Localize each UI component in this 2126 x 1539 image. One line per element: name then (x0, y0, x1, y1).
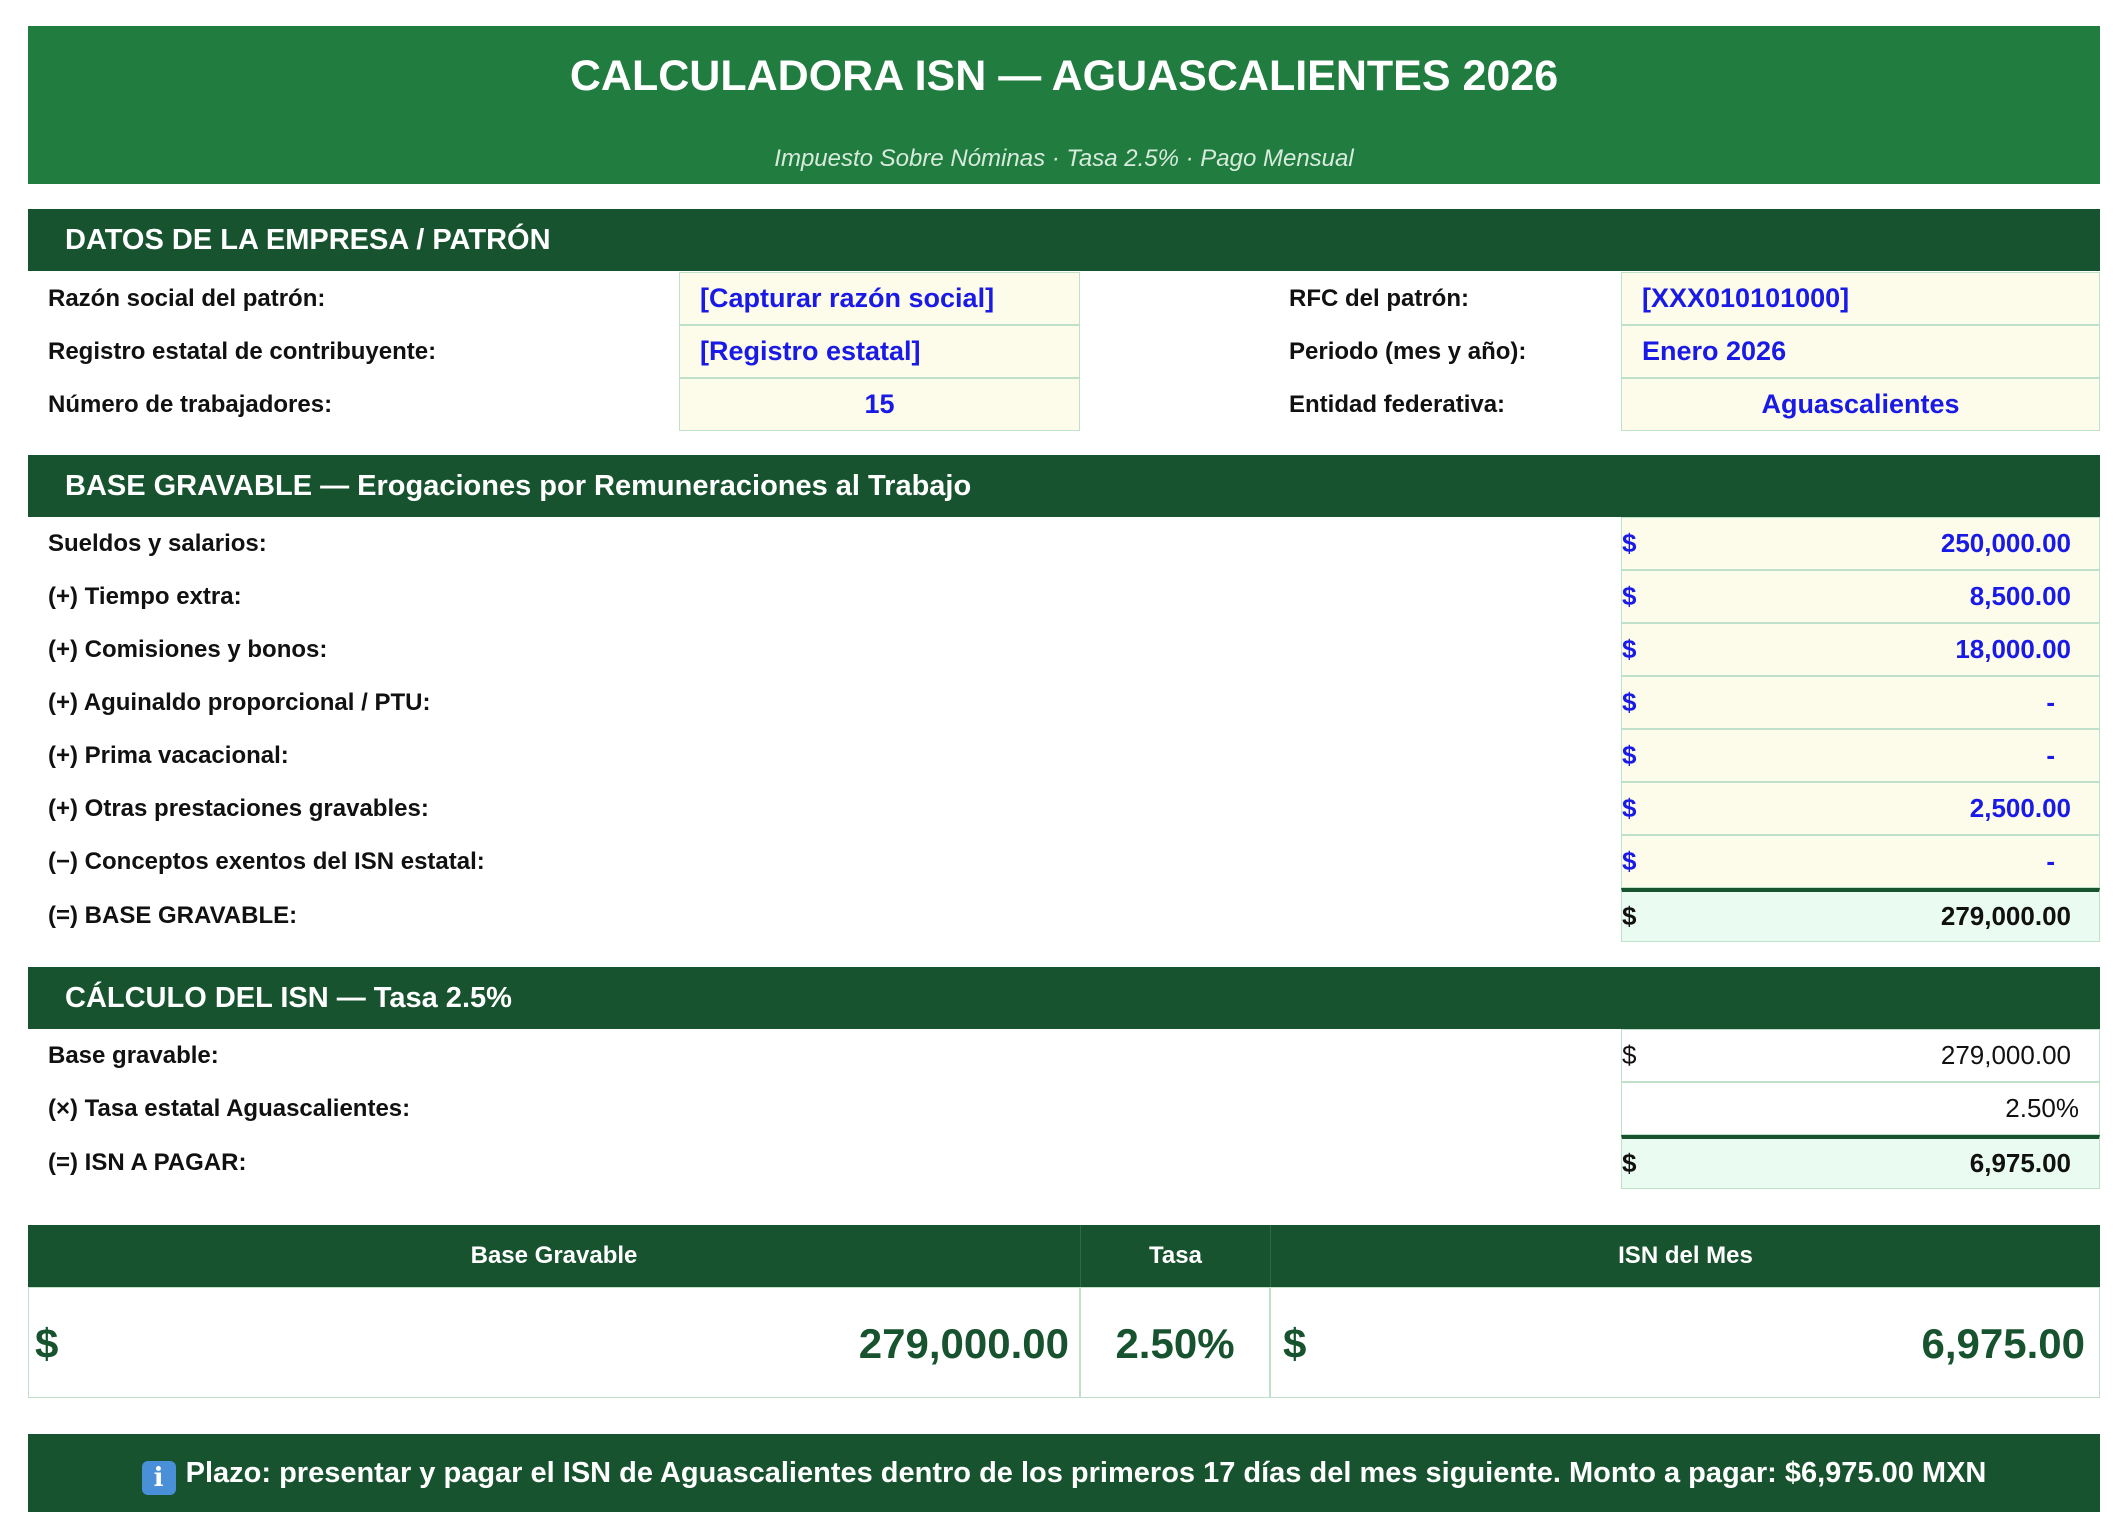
base-row-label: (+) Comisiones y bonos: (48, 636, 328, 663)
razon-social-label: Razón social del patrón: (48, 285, 326, 312)
currency-symbol: $ (1283, 1320, 1307, 1367)
currency-symbol: $ (1622, 528, 1637, 558)
currency-symbol: $ (1622, 581, 1637, 611)
currency-symbol: $ (1622, 846, 1637, 876)
entidad-label: Entidad federativa: (1289, 391, 1506, 418)
sueldos-field[interactable] (1621, 517, 2100, 570)
deadline-note (28, 1434, 2100, 1512)
periodo-field[interactable]: Enero 2026 (1621, 325, 2100, 378)
section-header-calculo: CÁLCULO DEL ISN — Tasa 2.5% (28, 967, 2100, 1029)
summary-base-value: 279,000.00 (858, 1320, 1069, 1367)
calculo-tasa-cell (1621, 1082, 2100, 1135)
isn-total-value: 6,975.00 (1969, 1148, 2071, 1178)
isn-total-cell (1621, 1135, 2100, 1189)
periodo-label: Periodo (mes y año): (1289, 338, 1527, 365)
base-row-value: - (2046, 846, 2055, 876)
isn-total-label: (=) ISN A PAGAR: (48, 1149, 247, 1176)
exentos-field[interactable] (1621, 835, 2100, 888)
info-icon: i (142, 1461, 176, 1495)
tiempo-extra-field[interactable] (1621, 570, 2100, 623)
currency-symbol: $ (1622, 793, 1637, 823)
currency-symbol: $ (1622, 740, 1637, 770)
base-row-label: Sueldos y salarios: (48, 530, 267, 557)
summary-isn-cell (1270, 1287, 2100, 1398)
section-header-empresa: DATOS DE LA EMPRESA / PATRÓN (28, 209, 2100, 271)
base-row-label: (+) Prima vacacional: (48, 742, 289, 769)
base-row-value: - (2046, 687, 2055, 717)
summary-base-cell (28, 1287, 1080, 1398)
razon-social-field[interactable]: [Capturar razón social] (679, 272, 1080, 325)
summary-header-base: Base Gravable (28, 1225, 1080, 1287)
currency-symbol: $ (1622, 634, 1637, 664)
calculo-base-cell (1621, 1029, 2100, 1082)
page-subtitle: Impuesto Sobre Nóminas · Tasa 2.5% · Pago Mensual (774, 145, 1354, 172)
trabajadores-label: Número de trabajadores: (48, 391, 333, 418)
base-total-label: (=) BASE GRAVABLE: (48, 902, 298, 929)
summary-tasa-value: 2.50% (1080, 1287, 1270, 1398)
base-row-value: 8,500.00 (1969, 581, 2071, 611)
summary-header-tasa: Tasa (1080, 1225, 1270, 1287)
registro-estatal-field[interactable]: [Registro estatal] (679, 325, 1080, 378)
base-row-value: 250,000.00 (1940, 528, 2071, 558)
deadline-note-text: Plazo: presentar y pagar el ISN de Aguascalientes dentro de los primeros 17 días del mes siguiente. Monto a pagar: $6,975.00 MXN (185, 1457, 1987, 1489)
comisiones-field[interactable] (1621, 623, 2100, 676)
section-header-base: BASE GRAVABLE — Erogaciones por Remuneraciones al Trabajo (28, 455, 2100, 517)
aguinaldo-field[interactable] (1621, 676, 2100, 729)
base-row-value: 2,500.00 (1969, 793, 2071, 823)
calculo-base-value: 279,000.00 (1940, 1040, 2071, 1070)
currency-symbol: $ (1622, 901, 1637, 931)
calculo-tasa-value: 2.50% (2005, 1093, 2079, 1123)
calculo-base-label: Base gravable: (48, 1042, 219, 1069)
trabajadores-field[interactable]: 15 (679, 378, 1080, 431)
summary-isn-value: 6,975.00 (1921, 1320, 2085, 1367)
base-row-label: (+) Otras prestaciones gravables: (48, 795, 429, 822)
base-row-label: (+) Aguinaldo proporcional / PTU: (48, 689, 431, 716)
rfc-label: RFC del patrón: (1289, 285, 1469, 312)
currency-symbol: $ (1622, 1148, 1637, 1178)
rfc-field[interactable]: [XXX010101000] (1621, 272, 2100, 325)
registro-estatal-label: Registro estatal de contribuyente: (48, 338, 437, 365)
currency-symbol: $ (1622, 1040, 1637, 1070)
otras-prestaciones-field[interactable] (1621, 782, 2100, 835)
currency-symbol: $ (1622, 687, 1637, 717)
summary-header-isn: ISN del Mes (1270, 1225, 2100, 1287)
base-row-value: - (2046, 740, 2055, 770)
calculo-tasa-label: (×) Tasa estatal Aguascalientes: (48, 1095, 411, 1122)
base-row-value: 18,000.00 (1955, 634, 2071, 664)
base-total-cell (1621, 888, 2100, 942)
base-total-value: 279,000.00 (1940, 901, 2071, 931)
page-title: CALCULADORA ISN — AGUASCALIENTES 2026 (569, 52, 1559, 100)
entidad-field[interactable]: Aguascalientes (1621, 378, 2100, 431)
base-row-label: (+) Tiempo extra: (48, 583, 242, 610)
prima-vacacional-field[interactable] (1621, 729, 2100, 782)
base-row-label: (−) Conceptos exentos del ISN estatal: (48, 848, 485, 875)
currency-symbol: $ (35, 1320, 59, 1367)
